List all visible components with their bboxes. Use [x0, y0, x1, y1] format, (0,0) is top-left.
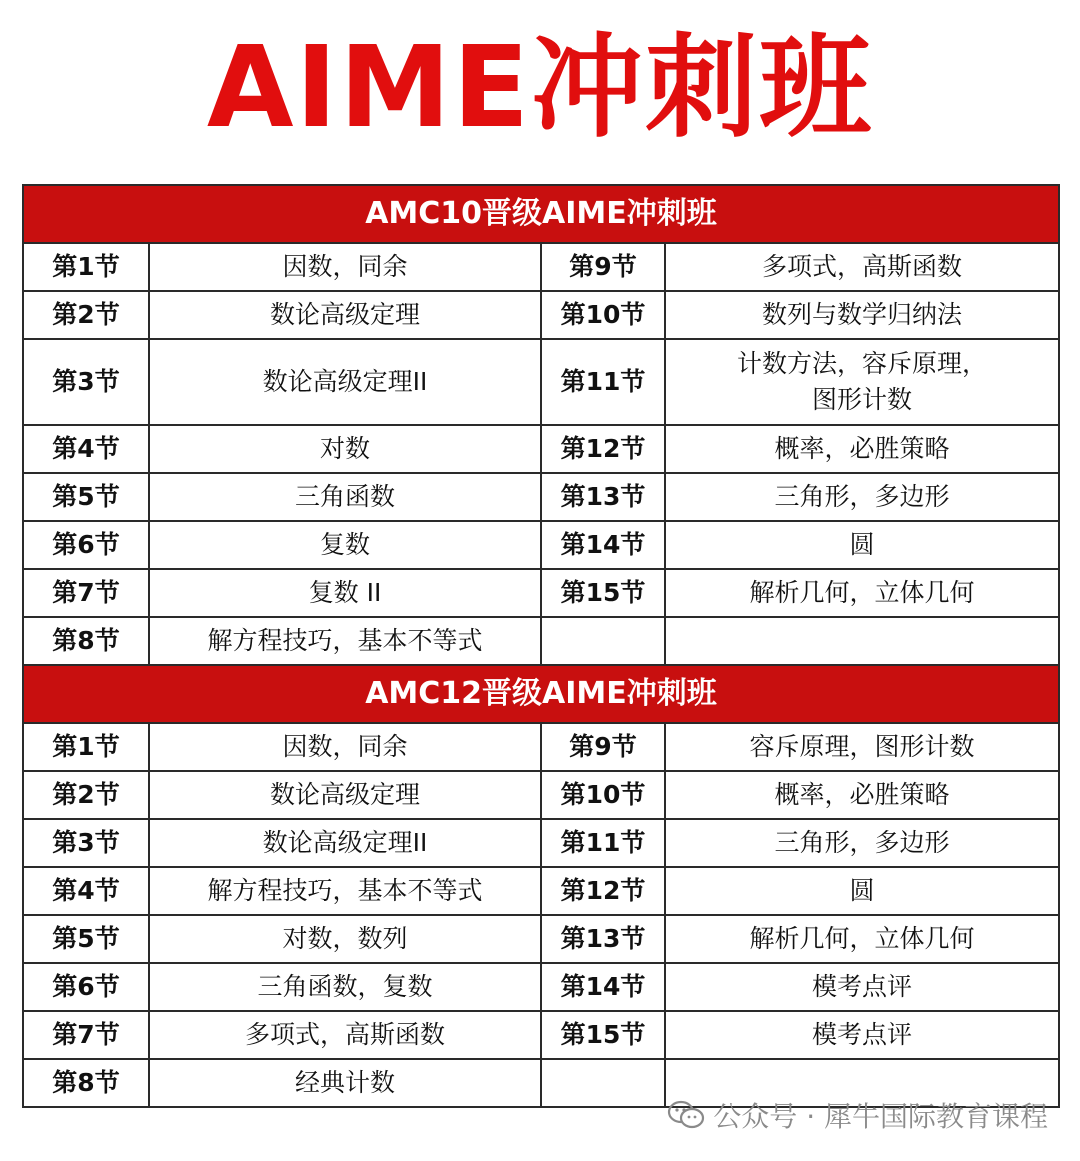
- lesson-number: 第14节: [541, 963, 665, 1011]
- lesson-topic: 解析几何，立体几何: [665, 569, 1059, 617]
- lesson-topic: 概率，必胜策略: [665, 771, 1059, 819]
- lesson-topic: 数论高级定理II: [149, 819, 541, 867]
- lesson-number: 第7节: [23, 1011, 149, 1059]
- table-row: [23, 617, 1059, 665]
- table-row: [23, 867, 1059, 915]
- lesson-number: 第11节: [541, 819, 665, 867]
- lesson-topic: 复数 II: [149, 569, 541, 617]
- lesson-number: 第13节: [541, 473, 665, 521]
- table-row: [23, 569, 1059, 617]
- watermark-text: 公众号 · 犀牛国际教育课程: [713, 1100, 1048, 1133]
- lesson-number: 第9节: [541, 243, 665, 291]
- table-row: [23, 915, 1059, 963]
- lesson-number: 第7节: [23, 569, 149, 617]
- lesson-number: 第3节: [23, 819, 149, 867]
- lesson-topic: 概率，必胜策略: [665, 425, 1059, 473]
- lesson-number: 第5节: [23, 915, 149, 963]
- wechat-icon: [667, 1100, 705, 1130]
- lesson-topic: 因数，同余: [149, 723, 541, 771]
- lesson-number: 第12节: [541, 867, 665, 915]
- lesson-topic: 模考点评: [665, 1011, 1059, 1059]
- lesson-topic: 解析几何，立体几何: [665, 915, 1059, 963]
- lesson-number: 第10节: [541, 291, 665, 339]
- course-header: [23, 665, 1059, 723]
- table-row: [23, 425, 1059, 473]
- lesson-number: 第13节: [541, 915, 665, 963]
- lesson-number: 第15节: [541, 1011, 665, 1059]
- lesson-number: 第3节: [23, 339, 149, 425]
- lesson-topic: 多项式，高斯函数: [665, 243, 1059, 291]
- watermark: [667, 1095, 1048, 1135]
- lesson-topic: 因数，同余: [149, 243, 541, 291]
- lesson-topic-line-2: 图形计数: [811, 385, 912, 414]
- lesson-topic: 数列与数学归纳法: [665, 291, 1059, 339]
- lesson-topic: 三角函数，复数: [149, 963, 541, 1011]
- lesson-topic: 对数: [149, 425, 541, 473]
- table-row: [23, 819, 1059, 867]
- lesson-number: 第5节: [23, 473, 149, 521]
- lesson-number: 第14节: [541, 521, 665, 569]
- table-row: [23, 291, 1059, 339]
- lesson-topic: 容斥原理，图形计数: [665, 723, 1059, 771]
- lesson-number: 第4节: [23, 867, 149, 915]
- lesson-number: 第12节: [541, 425, 665, 473]
- lesson-number: [541, 617, 665, 665]
- lesson-number: 第4节: [23, 425, 149, 473]
- table-row: [23, 243, 1059, 291]
- table-row: [23, 771, 1059, 819]
- lesson-number: 第1节: [23, 723, 149, 771]
- lesson-topic: 多项式，高斯函数: [149, 1011, 541, 1059]
- course-schedule-table: [22, 184, 1060, 1108]
- course-name: AMC12晋级AIME冲刺班: [23, 665, 1059, 723]
- table-row: [23, 963, 1059, 1011]
- table-row: [23, 723, 1059, 771]
- lesson-topic: 对数，数列: [149, 915, 541, 963]
- lesson-topic-line-1: 计数方法，容斥原理，: [736, 349, 987, 378]
- lesson-topic: 经典计数: [149, 1059, 541, 1107]
- table-row: [23, 521, 1059, 569]
- lesson-number: 第6节: [23, 521, 149, 569]
- lesson-topic: 三角形，多边形: [665, 819, 1059, 867]
- lesson-topic: 模考点评: [665, 963, 1059, 1011]
- lesson-topic: 解方程技巧，基本不等式: [149, 617, 541, 665]
- lesson-number: 第1节: [23, 243, 149, 291]
- lesson-topic: 三角形，多边形: [665, 473, 1059, 521]
- lesson-number: 第15节: [541, 569, 665, 617]
- lesson-number: 第8节: [23, 1059, 149, 1107]
- lesson-topic: 圆: [665, 521, 1059, 569]
- lesson-number: 第11节: [541, 339, 665, 425]
- table-row: [23, 1011, 1059, 1059]
- course-header: [23, 185, 1059, 243]
- lesson-topic: 复数: [149, 521, 541, 569]
- lesson-topic: 数论高级定理: [149, 771, 541, 819]
- lesson-topic: 数论高级定理: [149, 291, 541, 339]
- lesson-number: 第10节: [541, 771, 665, 819]
- page-title: AIME冲刺班: [206, 23, 874, 153]
- lesson-topic: [665, 339, 1059, 425]
- lesson-number: 第6节: [23, 963, 149, 1011]
- lesson-topic: [665, 617, 1059, 665]
- lesson-number: 第2节: [23, 771, 149, 819]
- course-name: AMC10晋级AIME冲刺班: [23, 185, 1059, 243]
- lesson-topic: 三角函数: [149, 473, 541, 521]
- lesson-topic: 解方程技巧，基本不等式: [149, 867, 541, 915]
- lesson-topic: 圆: [665, 867, 1059, 915]
- lesson-number: [541, 1059, 665, 1107]
- table-row: [23, 339, 1059, 425]
- lesson-topic: 数论高级定理II: [149, 339, 541, 425]
- lesson-number: 第2节: [23, 291, 149, 339]
- lesson-number: 第9节: [541, 723, 665, 771]
- lesson-number: 第8节: [23, 617, 149, 665]
- table-row: [23, 473, 1059, 521]
